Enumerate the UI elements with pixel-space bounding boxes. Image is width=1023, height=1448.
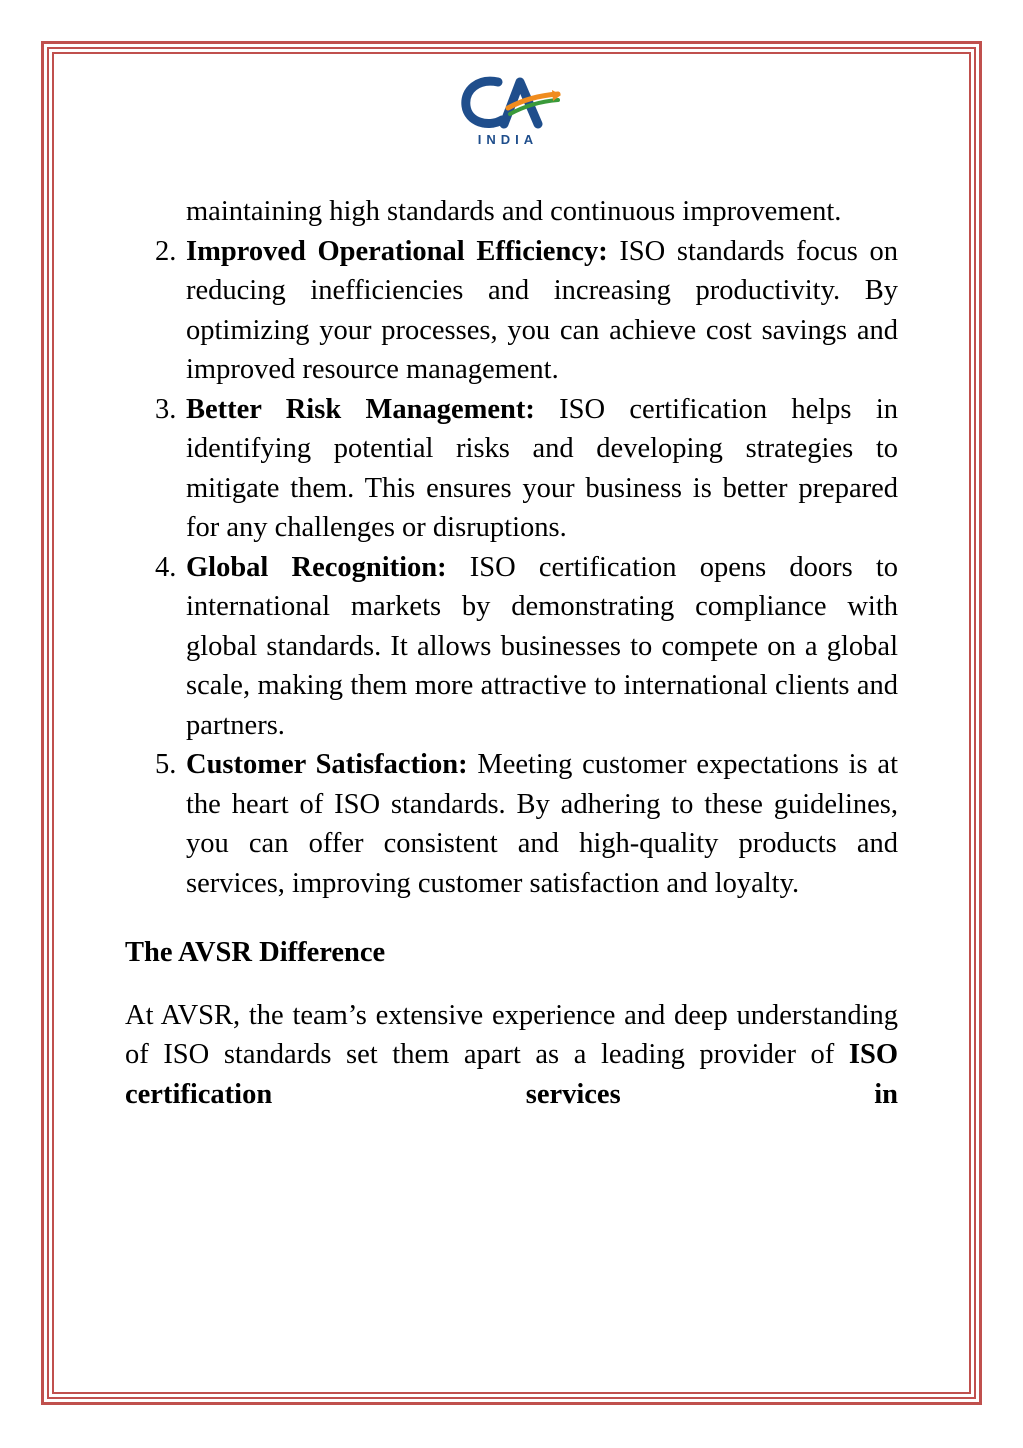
section-paragraph-text: At AVSR, the team’s extensive experience and deep understanding of ISO standards set them apart as a leading provider of [125, 999, 898, 1070]
list-item-number: 4. [155, 551, 177, 583]
ca-logo-mark-icon [458, 74, 568, 134]
list-item-body: ISO certification opens doors to international markets by demonstrating compliance with global standards. It allows businesses to compete on a global scale, making them more attractive to international clients and partners. [186, 551, 898, 741]
list-item [125, 548, 898, 746]
section-paragraph-bold: ISO certification services in [125, 1039, 898, 1110]
list-item-body: ISO certification helps in identifying potential risks and developing strategies to mitigate them. This ensures your business is better prepared for any challenges or disruptions. [186, 393, 898, 543]
list-item [125, 232, 898, 390]
list-item-body: ISO standards focus on reducing inefficiencies and increasing productivity. By optimizing your processes, you can achieve cost savings and improved resource management. [186, 235, 898, 385]
section-heading: The AVSR Difference [125, 937, 386, 968]
list-item [125, 745, 898, 903]
list-item-title: Better Risk Management: [186, 393, 535, 425]
document-body [125, 192, 898, 1114]
intro-continuation: maintaining high standards and continuous improvement. [186, 196, 842, 227]
list-item-body: Meeting customer expectations is at the heart of ISO standards. By adhering to these guidelines, you can offer consistent and high-quality products and services, improving customer satisfaction and loyalty. [186, 749, 899, 899]
logo-india-text: INDIA [477, 132, 539, 147]
list-item [125, 390, 898, 548]
section-paragraph [125, 996, 898, 1115]
list-item-number: 5. [155, 749, 177, 780]
list-item-number: 3. [155, 393, 177, 425]
list-item-title: Global Recognition: [186, 551, 447, 583]
list-item-title: Improved Operational Efficiency: [186, 235, 608, 267]
list-item-number: 2. [155, 235, 177, 267]
ca-india-logo [458, 74, 568, 152]
list-item-title: Customer Satisfaction: [186, 749, 468, 780]
